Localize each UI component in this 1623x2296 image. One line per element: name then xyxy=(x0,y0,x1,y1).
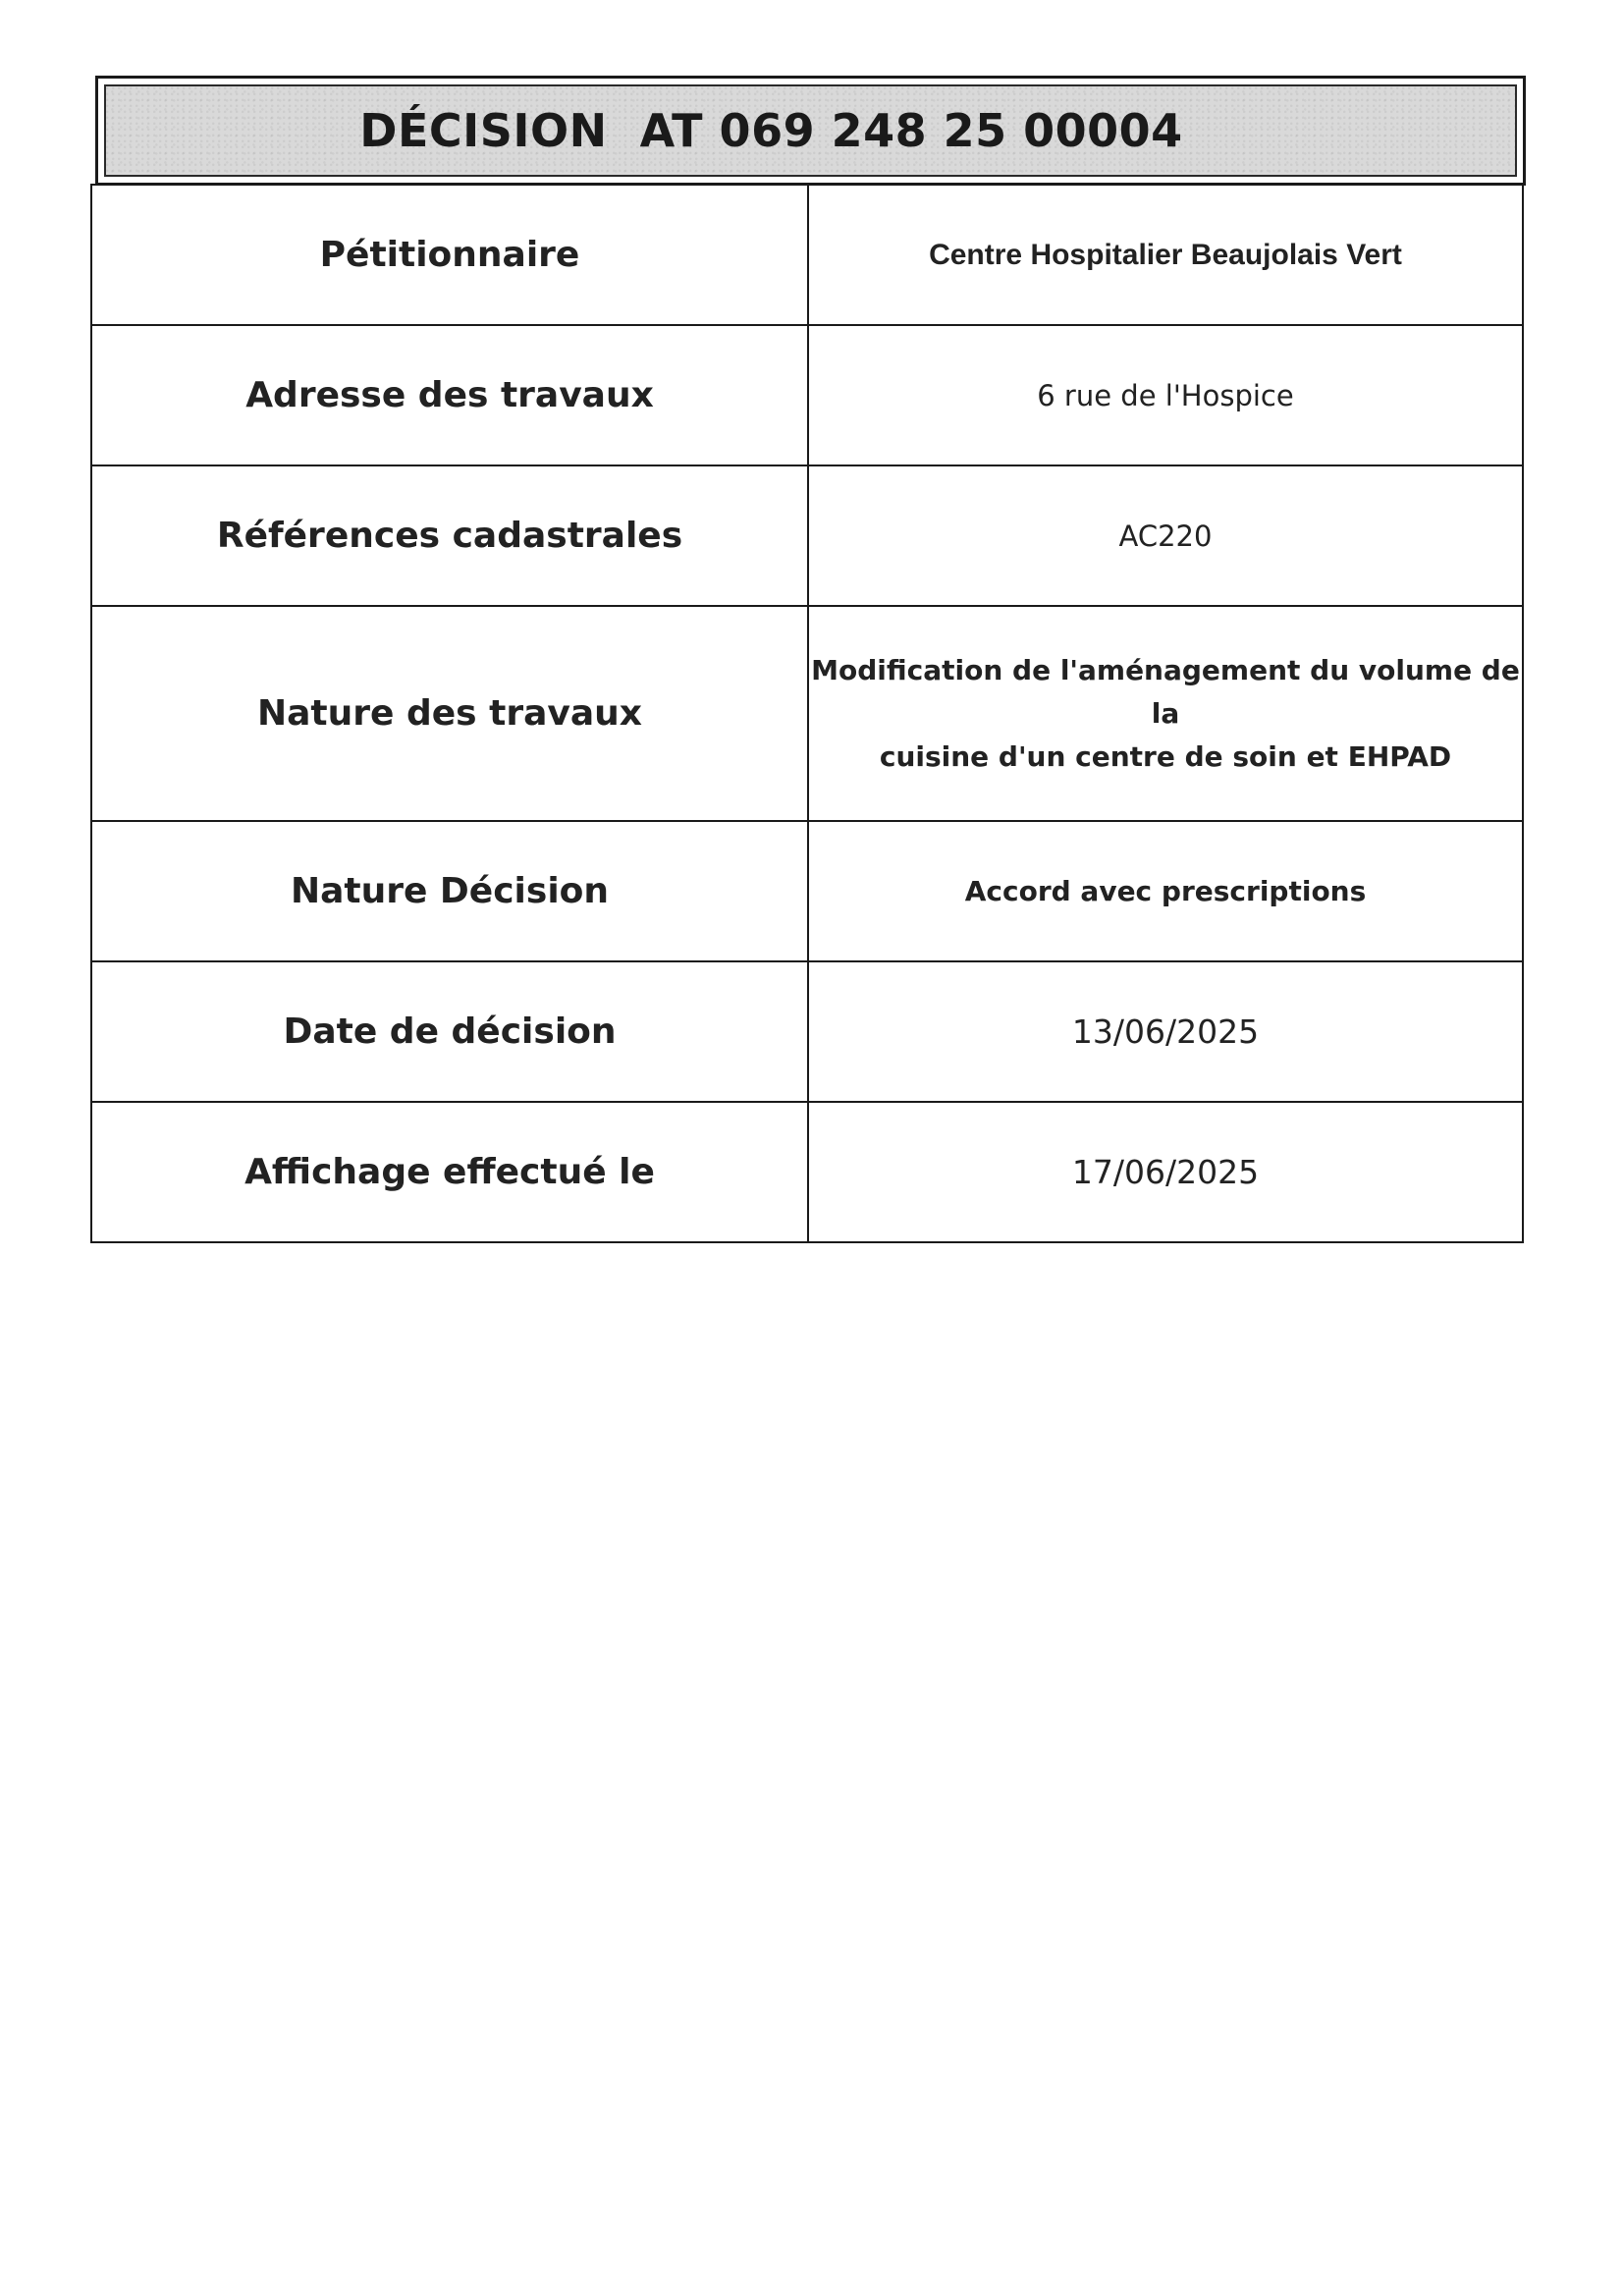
nature-travaux-value-line1: Modification de l'aménagement du volume de la xyxy=(811,653,1520,730)
affichage-label: Affichage effectué le xyxy=(244,1152,655,1192)
affichage-value: 17/06/2025 xyxy=(1071,1152,1260,1191)
nature-decision-value: Accord avec prescriptions xyxy=(964,874,1367,907)
table-row-nature-travaux xyxy=(91,606,1523,821)
value-cell xyxy=(808,821,1523,961)
nature-travaux-label: Nature des travaux xyxy=(257,693,642,734)
label-cell xyxy=(91,606,808,821)
decision-table xyxy=(90,184,1524,1243)
adresse-value: 6 rue de l'Hospice xyxy=(1037,378,1294,412)
references-label: Références cadastrales xyxy=(216,516,683,556)
table-row-petitionnaire xyxy=(91,185,1523,325)
value-cell xyxy=(808,465,1523,606)
value-cell xyxy=(808,185,1523,325)
table-row-references xyxy=(91,465,1523,606)
decision-header xyxy=(95,76,1526,186)
value-cell xyxy=(808,961,1523,1102)
label-cell xyxy=(91,325,808,465)
value-cell xyxy=(808,606,1523,821)
petitionnaire-label: Pétitionnaire xyxy=(319,235,580,275)
table-row-affichage xyxy=(91,1102,1523,1242)
table-row-date-decision xyxy=(91,961,1523,1102)
date-decision-label: Date de décision xyxy=(283,1011,617,1052)
date-decision-value: 13/06/2025 xyxy=(1071,1011,1260,1051)
decision-header-band xyxy=(104,84,1517,177)
label-cell xyxy=(91,821,808,961)
table-row-adresse xyxy=(91,325,1523,465)
label-cell xyxy=(91,1102,808,1242)
value-cell xyxy=(808,1102,1523,1242)
table-row-nature-decision xyxy=(91,821,1523,961)
adresse-label: Adresse des travaux xyxy=(245,375,654,415)
label-cell xyxy=(91,185,808,325)
value-cell xyxy=(808,325,1523,465)
label-cell xyxy=(91,465,808,606)
label-cell xyxy=(91,961,808,1102)
petitionnaire-value: Centre Hospitalier Beaujolais Vert xyxy=(929,238,1402,271)
decision-title: DÉCISION AT 069 248 25 00004 xyxy=(359,104,1183,157)
nature-decision-label: Nature Décision xyxy=(290,871,610,911)
nature-travaux-value-line2: cuisine d'un centre de soin et EHPAD xyxy=(879,739,1452,773)
references-value: AC220 xyxy=(1118,519,1213,553)
